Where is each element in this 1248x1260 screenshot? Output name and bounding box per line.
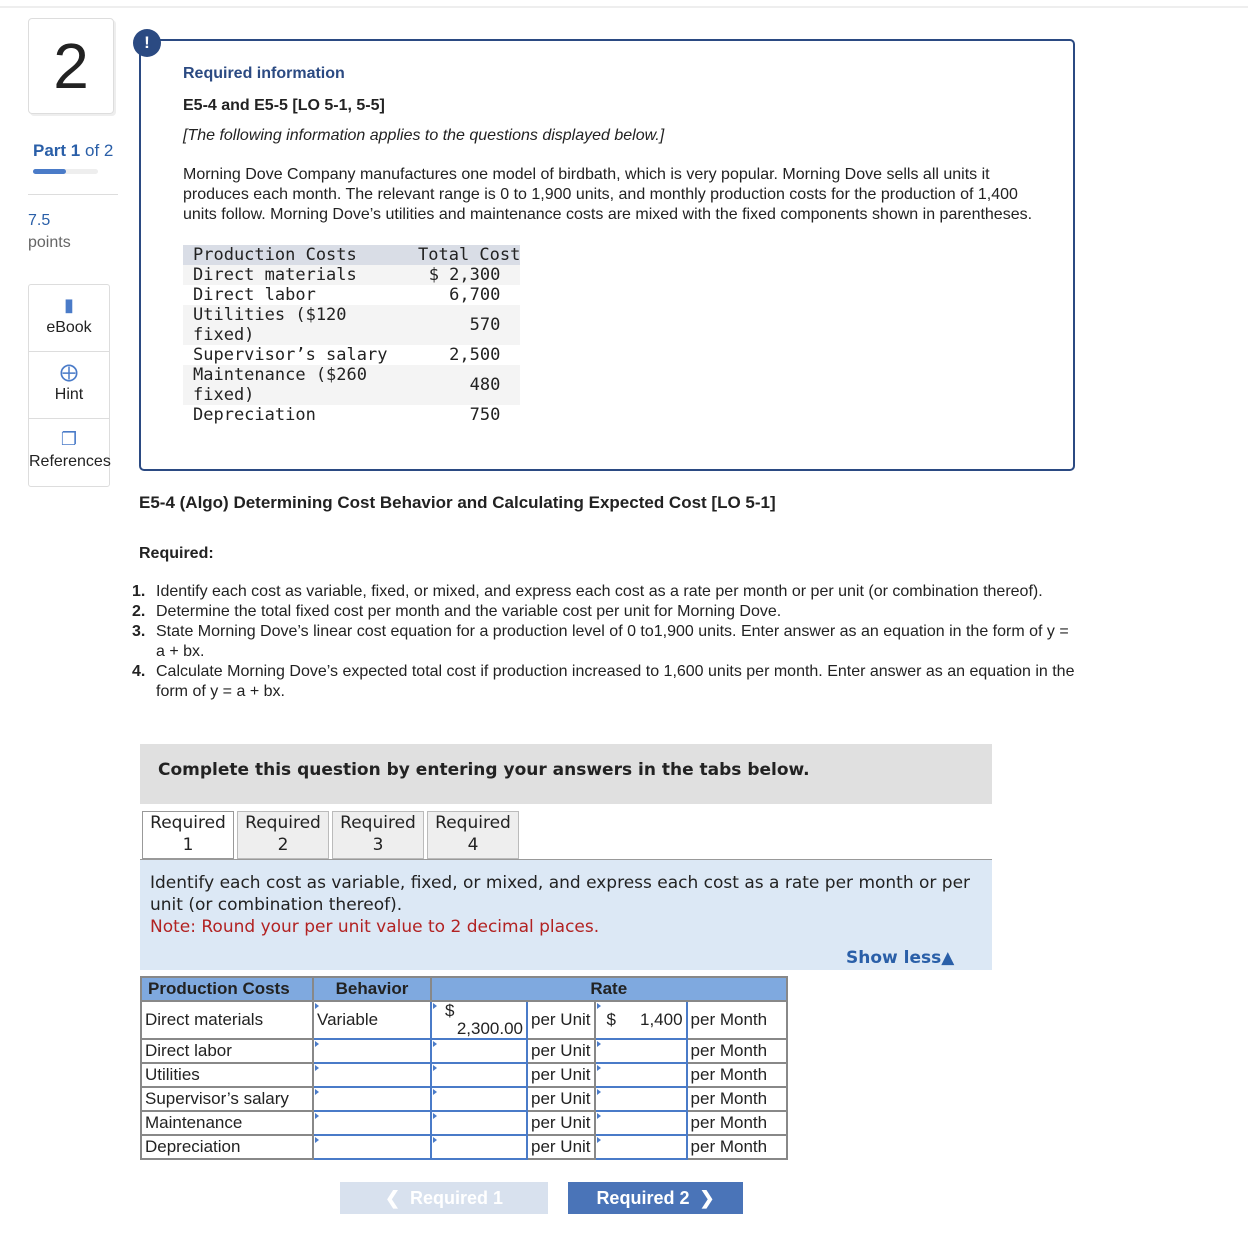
cost-name: Direct labor [193, 285, 316, 305]
info-heading: E5-4 and E5-5 [LO 5-1, 5-5] [183, 97, 385, 114]
per-unit-label: per Unit [527, 1087, 595, 1111]
list-item [132, 582, 1082, 602]
next-label: Required 2 [596, 1188, 690, 1208]
behavior-select[interactable]: Variable [313, 1001, 431, 1039]
month-rate-input[interactable] [595, 1001, 687, 1039]
behavior-select[interactable] [313, 1111, 431, 1135]
ebook-button[interactable] [29, 285, 109, 352]
info-note: [The following information applies to the questions displayed below.] [183, 127, 665, 144]
item-text: Determine the total fixed cost per month and the variable cost per unit for Morning Dove. [156, 603, 782, 620]
cost-name: Utilities ($120 fixed) [193, 305, 347, 345]
cost-name: Depreciation [193, 405, 316, 425]
table-row [141, 1087, 787, 1111]
month-rate-value: 1,400 [639, 1010, 683, 1029]
cost-value: 6,700 [449, 285, 501, 305]
tools-panel [28, 284, 110, 487]
cost-name: Direct materials [141, 1001, 313, 1039]
references-button[interactable] [29, 419, 109, 486]
lifebuoy-icon: ⨁ [60, 362, 78, 382]
tab-label: Required [150, 813, 226, 833]
list-item [132, 602, 1082, 622]
tab-label: 2 [277, 835, 289, 855]
instruction-text: Identify each cost as variable, fixed, or mixed, and express each cost as a rate per month or per unit (or combination thereof). [150, 873, 971, 915]
part-indicator: Part 1 of 2 [33, 141, 114, 160]
unit-rate-input[interactable] [431, 1111, 527, 1135]
required-information-box [139, 39, 1075, 471]
item-text: State Morning Dove’s linear cost equation for a production level of 0 to1,900 units. Enter answer as an equation in the form of y = a + bx. [156, 623, 1069, 660]
table-row [141, 1111, 787, 1135]
tab-label: Required [435, 813, 511, 833]
month-rate-input[interactable] [595, 1111, 687, 1135]
month-rate-input[interactable] [595, 1087, 687, 1111]
answer-table [140, 976, 788, 1160]
cost-table [183, 245, 520, 425]
per-month-label: per Month [687, 1063, 787, 1087]
cost-name: Direct labor [141, 1039, 313, 1063]
cost-name: Direct materials [193, 265, 357, 285]
show-less-link[interactable]: Show less▲ [846, 948, 955, 968]
cost-name: Depreciation [141, 1135, 313, 1159]
month-rate-input[interactable] [595, 1039, 687, 1063]
per-month-label: per Month [687, 1001, 787, 1039]
cost-value: 570 [469, 315, 501, 335]
per-unit-label: per Unit [527, 1111, 595, 1135]
alert-icon: ! [133, 29, 161, 57]
table-row [141, 1039, 787, 1063]
required-label: Required: [139, 545, 214, 562]
item-number: 4. [132, 663, 146, 680]
behavior-select[interactable] [313, 1063, 431, 1087]
tab-label: 4 [467, 835, 479, 855]
per-month-label: per Month [687, 1135, 787, 1159]
header-cell: Production Costs [193, 245, 357, 265]
item-number: 3. [132, 623, 146, 640]
next-button[interactable]: Required 2 ❯ [568, 1182, 743, 1214]
month-rate-input[interactable] [595, 1135, 687, 1159]
item-number: 2. [132, 603, 146, 620]
behavior-select[interactable] [313, 1039, 431, 1063]
header-cell: Total Cost [418, 245, 521, 265]
cost-name: Utilities [141, 1063, 313, 1087]
item-text: Identify each cost as variable, fixed, or mixed, and express each cost as a rate per month or per unit (or combination thereof). [156, 583, 1043, 600]
tab-required-4[interactable] [427, 811, 519, 859]
table-row [141, 1135, 787, 1159]
question-number: 2 [28, 18, 114, 114]
table-row [141, 1001, 787, 1039]
cost-name: Supervisor’s salary [193, 345, 388, 365]
unit-rate-input[interactable] [431, 1087, 527, 1111]
cost-name: Supervisor’s salary [141, 1087, 313, 1111]
complete-banner: Complete this question by entering your answers in the tabs below. [140, 744, 992, 804]
per-unit-label: per Unit [527, 1135, 595, 1159]
tab-bar [142, 811, 522, 859]
list-item [132, 662, 1082, 702]
header-behavior: Behavior [313, 977, 431, 1001]
unit-rate-input[interactable] [431, 1135, 527, 1159]
list-item [132, 622, 1082, 662]
item-text: Calculate Morning Dove’s expected total cost if production increased to 1,600 units per month. Enter answer as an equation in the form of y = a + bx. [156, 663, 1075, 700]
tab-required-1[interactable] [142, 811, 234, 859]
month-rate-input[interactable] [595, 1063, 687, 1087]
behavior-select[interactable] [313, 1135, 431, 1159]
table-row [141, 1063, 787, 1087]
references-label: References [29, 453, 111, 470]
per-month-label: per Month [687, 1087, 787, 1111]
ebook-label: eBook [46, 319, 92, 336]
divider [28, 194, 118, 195]
per-unit-label: per Unit [527, 1063, 595, 1087]
dollar-sign: $ [606, 1010, 616, 1029]
cost-value: 480 [469, 375, 501, 395]
dollar-sign: $ [445, 1001, 455, 1020]
item-number: 1. [132, 583, 146, 600]
per-month-label: per Month [687, 1039, 787, 1063]
previous-button[interactable]: ❮ Required 1 [340, 1182, 548, 1214]
cost-value: 750 [469, 405, 501, 425]
per-unit-label: per Unit [527, 1039, 595, 1063]
per-unit-label: per Unit [527, 1001, 595, 1039]
unit-rate-value: 2,300.00 [456, 1019, 523, 1038]
info-paragraph: Morning Dove Company manufactures one model of birdbath, which is very popular. Morning Dove sells all units it produces each month. The relevant range is 0 to 1,900 units, and monthly production costs for the production of 1,400 units follow. Morning Dove’s utilities and maintenance costs are mixed with the fixed components shown in parentheses. [183, 166, 1033, 223]
hint-button[interactable] [29, 352, 109, 419]
unit-rate-input[interactable] [431, 1063, 527, 1087]
book-icon: ▮ [64, 295, 74, 315]
hint-label: Hint [54, 386, 84, 403]
tab-required-2[interactable] [237, 811, 329, 859]
prev-label: Required 1 [410, 1188, 504, 1208]
tab-label: Required [245, 813, 321, 833]
cost-name: Maintenance [141, 1111, 313, 1135]
tab-required-3[interactable] [332, 811, 424, 859]
requirements-list [132, 582, 1082, 702]
behavior-select[interactable] [313, 1087, 431, 1111]
show-less-label: Show less [846, 948, 942, 968]
cost-value: $ 2,300 [428, 265, 501, 285]
cost-value: 2,500 [449, 345, 501, 365]
rounding-note: Note: Round your per unit value to 2 decimal places. [150, 917, 600, 937]
cost-name: Maintenance ($260 fixed) [193, 365, 367, 405]
top-divider [0, 6, 1248, 8]
copy-icon: ❐ [60, 429, 78, 449]
header-production-costs: Production Costs [141, 977, 313, 1001]
tab-label: 3 [372, 835, 384, 855]
header-rate: Rate [431, 977, 787, 1001]
unit-rate-input[interactable] [431, 1001, 527, 1039]
tab-label: 1 [182, 835, 194, 855]
tab-label: Required [340, 813, 416, 833]
part-progress-bar [33, 169, 98, 174]
info-title: Required information [183, 65, 345, 82]
points: 7.5 points [28, 212, 71, 251]
unit-rate-input[interactable] [431, 1039, 527, 1063]
exercise-title: E5-4 (Algo) Determining Cost Behavior and Calculating Expected Cost [LO 5-1] [139, 493, 776, 512]
per-month-label: per Month [687, 1111, 787, 1135]
